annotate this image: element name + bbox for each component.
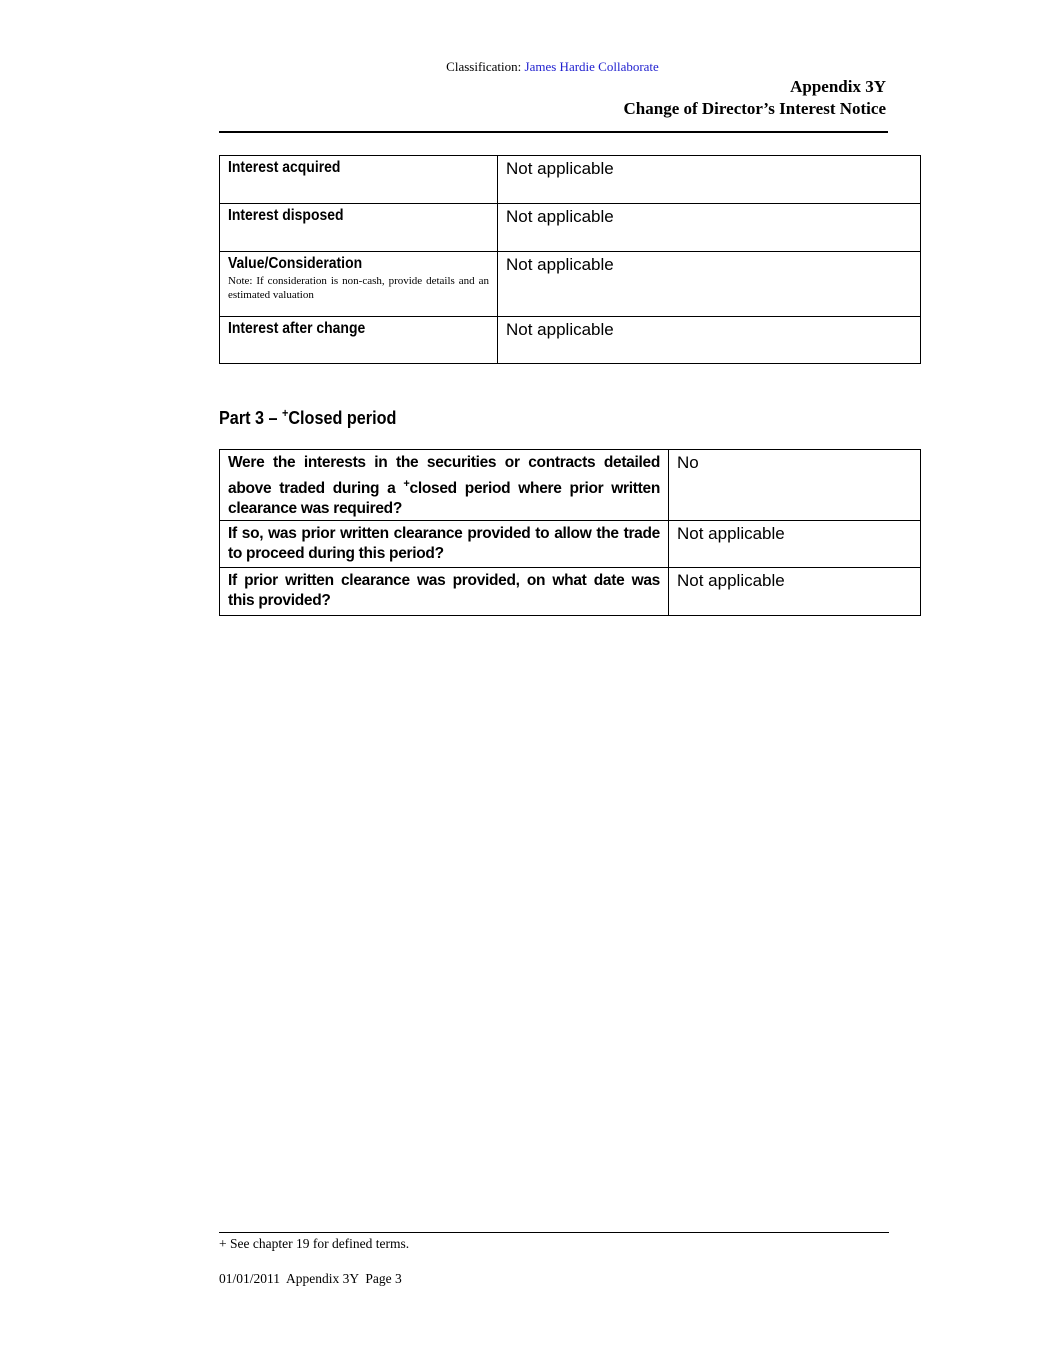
footer-note: + See chapter 19 for defined terms. xyxy=(219,1236,410,1251)
row-value: Not applicable xyxy=(506,207,614,226)
label-cell xyxy=(220,156,498,204)
question-cell xyxy=(220,520,669,567)
row-label: Value/Consideration xyxy=(228,255,363,272)
row-value: Not applicable xyxy=(506,255,614,274)
question-text xyxy=(228,453,660,520)
value-cell xyxy=(498,204,921,252)
answer-cell xyxy=(669,450,921,521)
interest-table xyxy=(219,155,921,364)
row-label: Interest acquired xyxy=(228,159,341,176)
answer-cell xyxy=(669,567,921,615)
part3-prefix: Part 3 – xyxy=(219,408,283,428)
answer-value: Not applicable xyxy=(677,523,785,543)
question-text: If prior written clearance was provided, on what date was this provided? xyxy=(228,571,660,610)
row-value: Not applicable xyxy=(506,159,614,178)
question-plus: + xyxy=(403,477,410,490)
table-row xyxy=(220,156,921,204)
table-row xyxy=(220,317,921,364)
notice-title: Change of Director’s Interest Notice xyxy=(623,99,886,118)
question-before: Were the interests in the securities or contracts detailed above traded during a xyxy=(228,454,660,497)
answer-cell xyxy=(669,520,921,567)
table-row xyxy=(220,567,921,615)
label-cell xyxy=(220,204,498,252)
appendix-title: Appendix 3Y xyxy=(790,77,886,96)
value-cell xyxy=(498,317,921,364)
classification-value: James Hardie Collaborate xyxy=(524,59,659,74)
table-row xyxy=(220,252,921,317)
table-row xyxy=(220,520,921,567)
closed-period-table xyxy=(219,449,921,616)
classification-label: Classification: xyxy=(446,59,522,74)
footer-page-info: 01/01/2011 Appendix 3Y Page 3 xyxy=(219,1271,402,1286)
question-cell xyxy=(220,450,669,521)
label-cell xyxy=(220,252,498,317)
row-note: Note: If consideration is non-cash, provide details and an estimated valuation xyxy=(228,275,489,301)
part3-heading xyxy=(219,406,396,429)
answer-value: Not applicable xyxy=(677,570,785,590)
table-row xyxy=(220,204,921,252)
footer-rule xyxy=(219,1232,889,1233)
value-cell xyxy=(498,156,921,204)
question-after: closed period where prior written clearance was required? xyxy=(228,479,661,518)
part3-title: Closed period xyxy=(288,408,397,428)
question-cell xyxy=(220,567,669,615)
question-text: If so, was prior written clearance provided to allow the trade to proceed during this period? xyxy=(228,524,660,563)
answer-value: No xyxy=(677,453,699,472)
row-label: Interest after change xyxy=(228,320,366,337)
row-label: Interest disposed xyxy=(228,207,344,224)
value-cell xyxy=(498,252,921,317)
part3-plus: + xyxy=(282,406,289,420)
row-value: Not applicable xyxy=(506,320,614,339)
label-cell xyxy=(220,317,498,364)
classification-line xyxy=(0,59,1055,75)
header-rule xyxy=(219,131,888,133)
table-row xyxy=(220,450,921,521)
